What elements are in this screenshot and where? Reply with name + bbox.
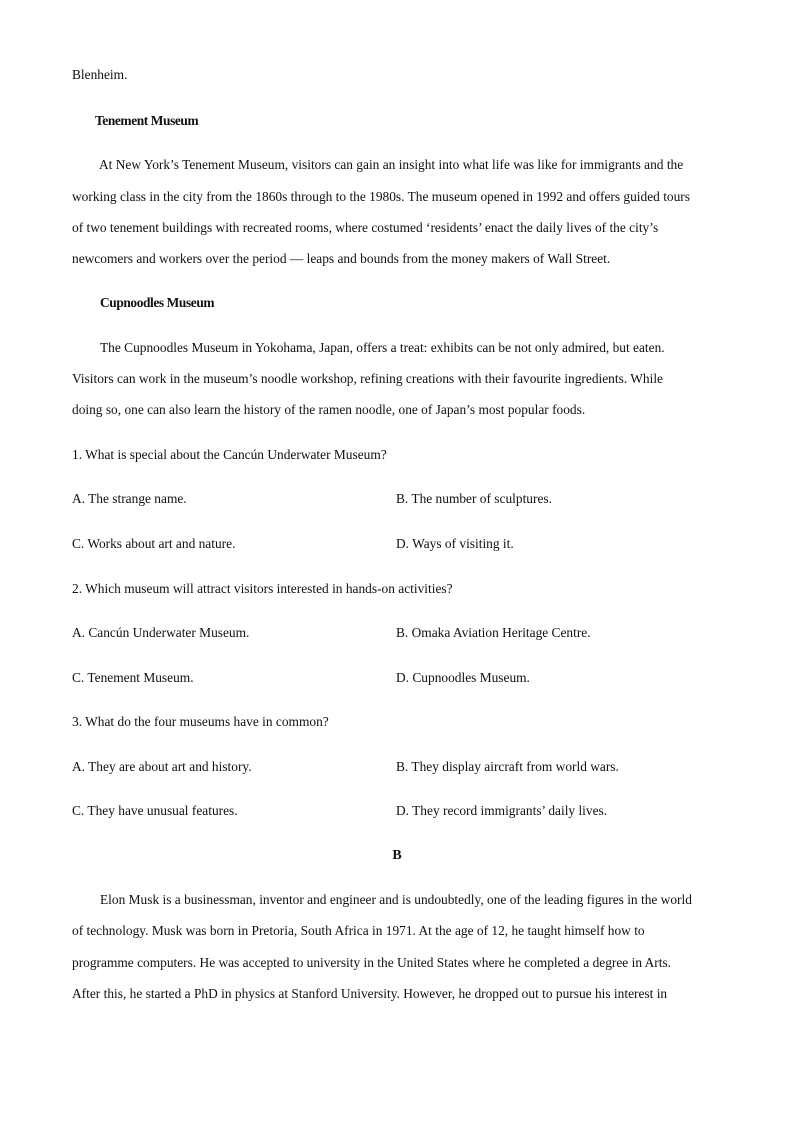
question-2: 2. Which museum will attract visitors interested in hands-on activities?: [72, 581, 453, 596]
tenement-line-1: At New York’s Tenement Museum, visitors can gain an insight into what life was like for immigrants and the: [99, 157, 684, 172]
question-2-option-c: C. Tenement Museum.: [72, 670, 194, 685]
tenement-line-4: newcomers and workers over the period — leaps and bounds from the money makers of Wall Street.: [72, 251, 611, 266]
question-3-option-c: C. They have unusual features.: [72, 803, 238, 818]
question-3-option-b: B. They display aircraft from world wars.: [396, 759, 619, 774]
section-b-title: B: [392, 848, 402, 863]
cupnoodles-line-1: The Cupnoodles Museum in Yokohama, Japan, offers a treat: exhibits can be not only admired, but eaten.: [100, 340, 665, 355]
section-b-line-2: of technology. Musk was born in Pretoria, South Africa in 1971. At the age of 12, he taught himself how to: [72, 923, 645, 938]
section-b-line-4: After this, he started a PhD in physics at Stanford University. However, he dropped out to pursue his interest in: [72, 986, 668, 1001]
tenement-heading: Tenement Museum: [95, 113, 199, 128]
question-2-option-b: B. Omaka Aviation Heritage Centre.: [396, 625, 591, 640]
section-b-line-1: Elon Musk is a businessman, inventor and engineer and is undoubtedly, one of the leading figures in the world: [100, 892, 692, 907]
question-1-option-c: C. Works about art and nature.: [72, 536, 236, 551]
question-3-option-d: D. They record immigrants’ daily lives.: [396, 803, 608, 818]
tenement-line-3: of two tenement buildings with recreated rooms, where costumed ‘residents’ enact the daily lives of the city’s: [72, 220, 659, 235]
question-1: 1. What is special about the Cancún Underwater Museum?: [72, 447, 387, 462]
question-1-option-b: B. The number of sculptures.: [396, 491, 552, 506]
tenement-line-2: working class in the city from the 1860s through to the 1980s. The museum opened in 1992 and offers guided tours: [72, 189, 690, 204]
question-1-option-a: A. The strange name.: [72, 491, 187, 506]
question-1-option-d: D. Ways of visiting it.: [396, 536, 514, 551]
blenheim-line: Blenheim.: [72, 67, 128, 82]
cupnoodles-line-3: doing so, one can also learn the history of the ramen noodle, one of Japan’s most popular foods.: [72, 402, 586, 417]
question-2-option-a: A. Cancún Underwater Museum.: [72, 625, 250, 640]
question-2-option-d: D. Cupnoodles Museum.: [396, 670, 530, 685]
question-3-option-a: A. They are about art and history.: [72, 759, 252, 774]
cupnoodles-line-2: Visitors can work in the museum’s noodle workshop, refining creations with their favourite ingredients. While: [72, 371, 663, 386]
question-3: 3. What do the four museums have in common?: [72, 714, 329, 729]
section-b-line-3: programme computers. He was accepted to university in the United States where he completed a degree in Arts.: [72, 955, 672, 970]
cupnoodles-heading: Cupnoodles Museum: [100, 295, 215, 310]
